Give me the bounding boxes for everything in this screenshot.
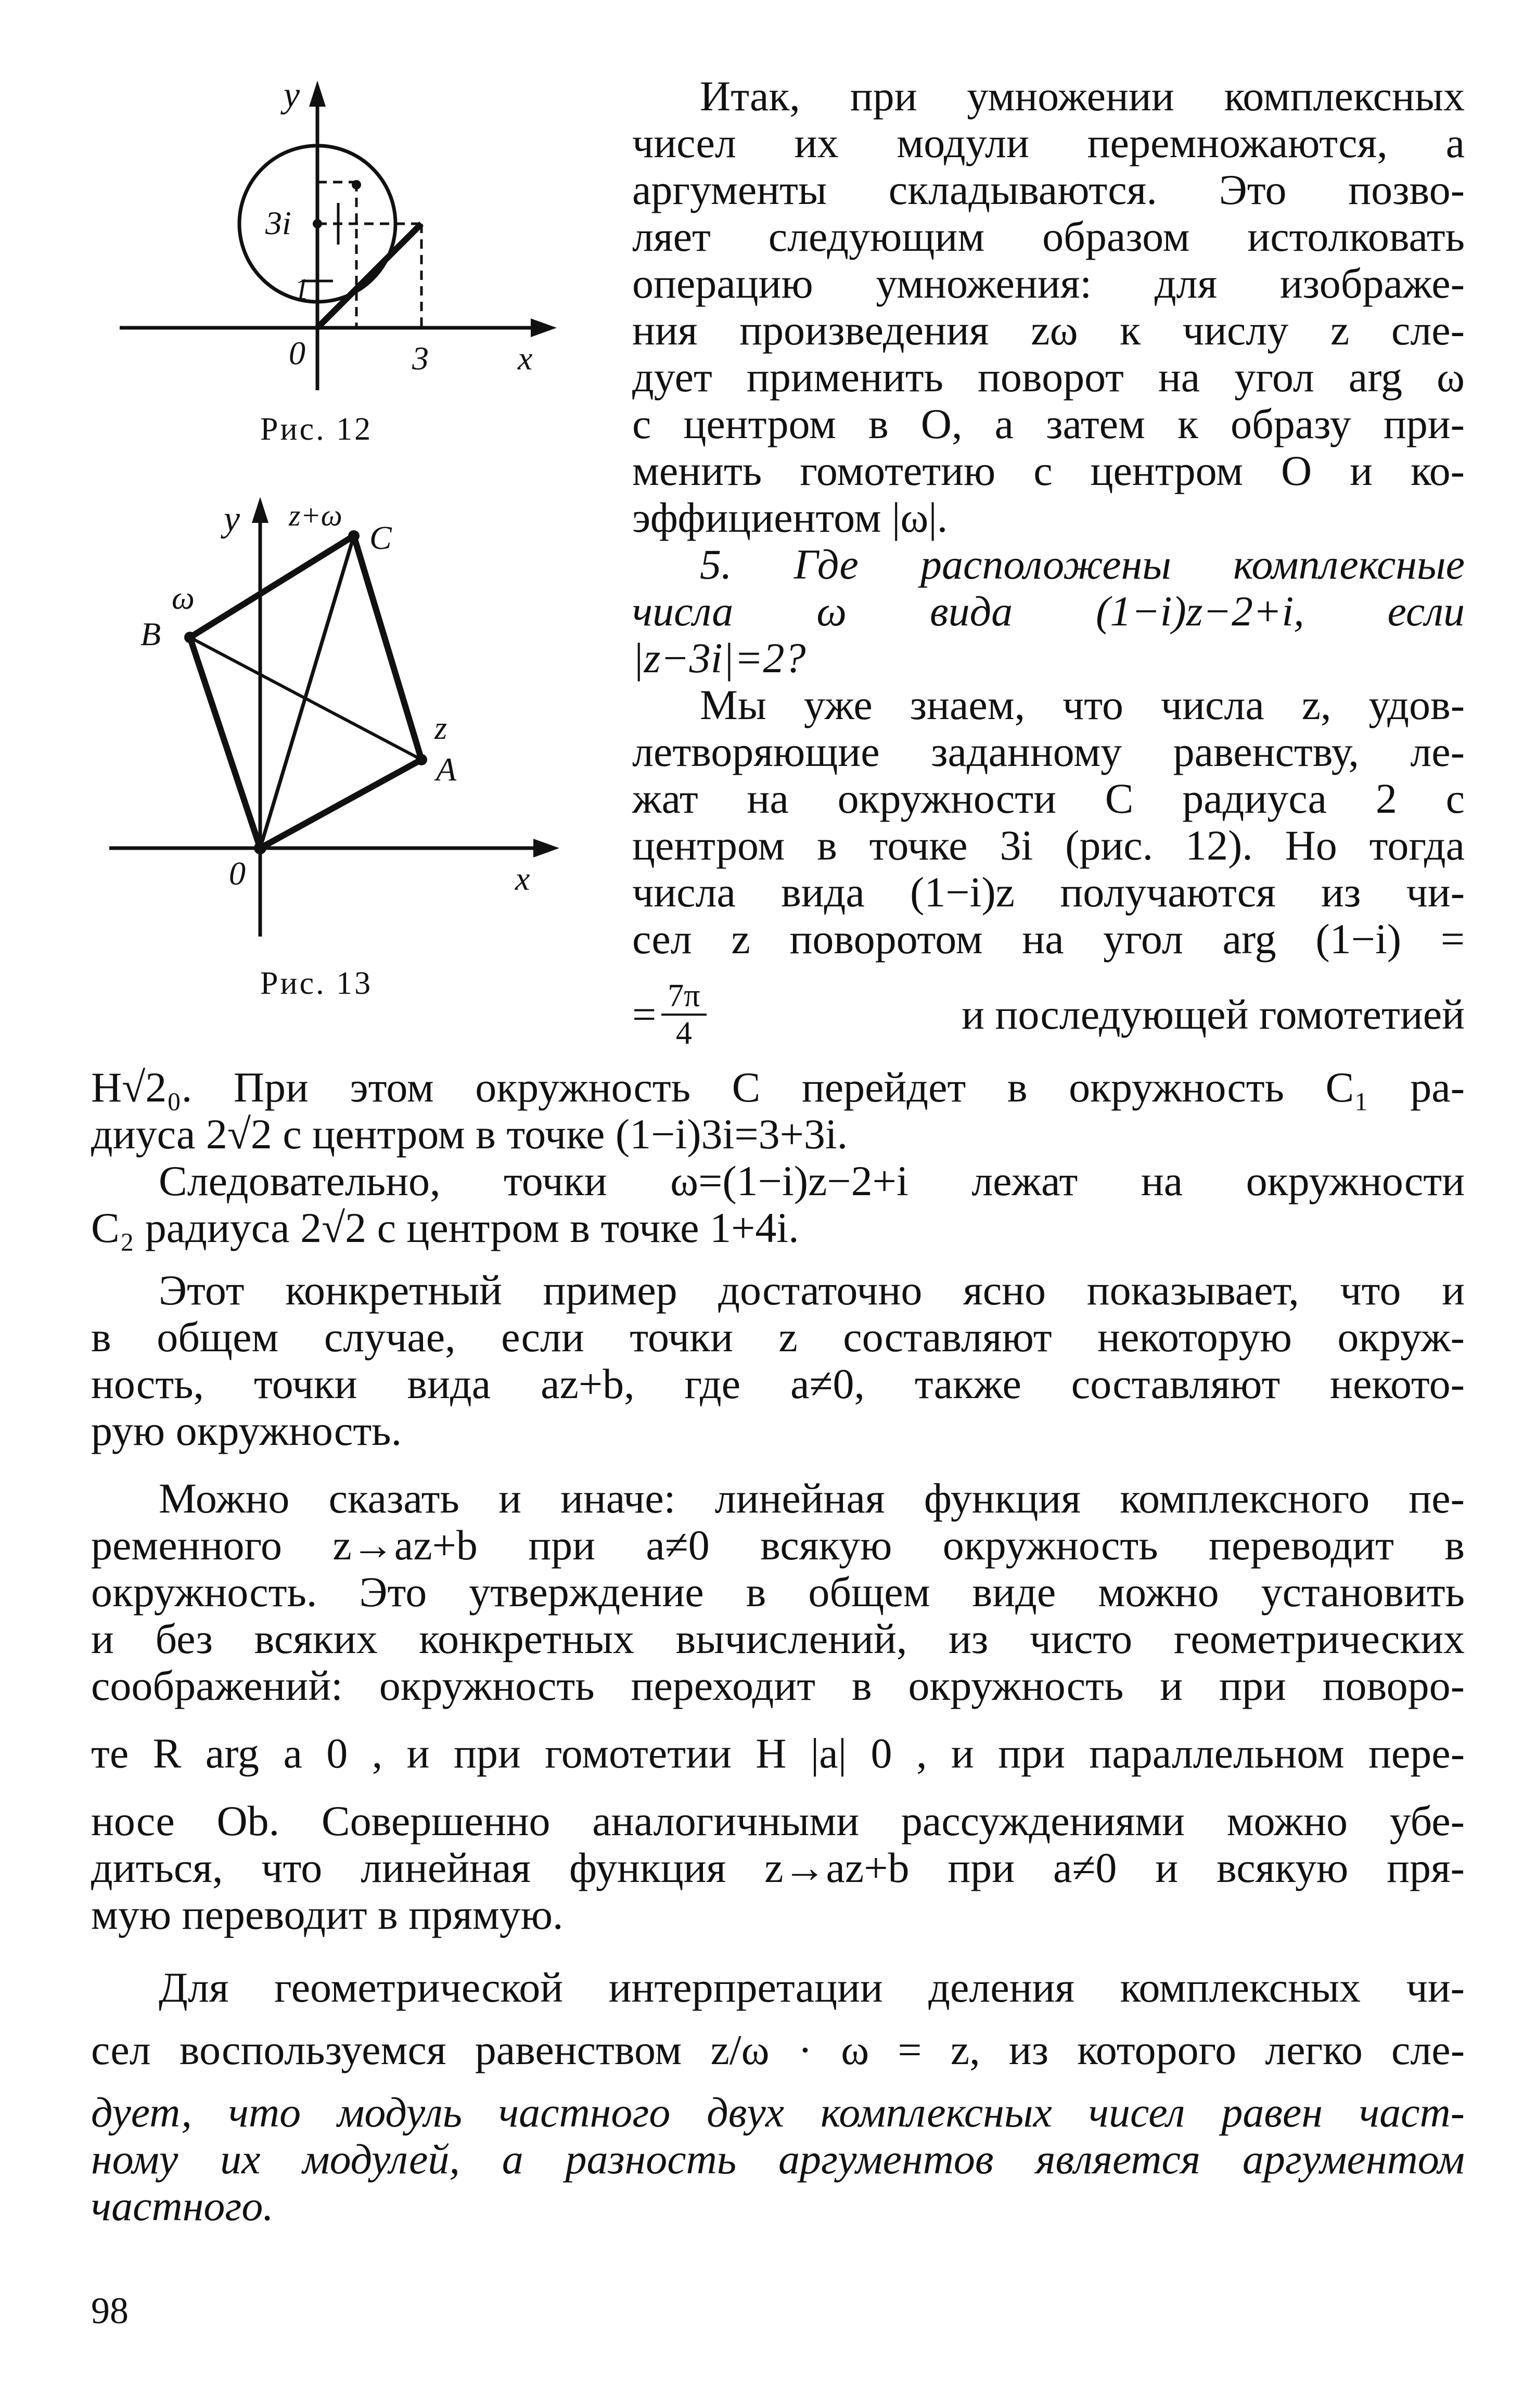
y-label: y: [284, 75, 300, 115]
x-label: x: [518, 340, 533, 377]
text-line: Этот конкретный пример достаточно ясно показывает, что и: [159, 1266, 1465, 1314]
text-line: эффициентом |ω|.: [632, 494, 948, 541]
figure-12-graphic: [88, 73, 567, 406]
text-line: ременного z→az+b при a≠0 всякую окружность переводит в: [91, 1521, 1465, 1569]
one-label: 1: [294, 272, 309, 306]
text-line: носе Ob. Совершенно аналогичными рассуждениями можно убе-: [91, 1797, 1465, 1845]
problem-line: |z−3i|=2?: [632, 634, 806, 682]
text-line: менить гомотетию с центром O и ко-: [632, 447, 1465, 494]
origin-label: 0: [229, 855, 246, 892]
text-line: центром в точке 3i (рис. 12). Но тогда: [632, 822, 1465, 869]
a-label: A: [436, 751, 457, 788]
center-point: [313, 219, 322, 228]
text-line: соображений: окружность переходит в окружность и при поворо-: [91, 1662, 1465, 1709]
text-line: Итак, при умножении комплексных: [700, 72, 1465, 120]
equals-sign: =: [632, 991, 657, 1038]
text-line: Для геометрической интерпретации деления комплексных чи-: [159, 1964, 1465, 2011]
text-line: дует применить поворот на угол arg ω: [632, 353, 1465, 401]
x-label: x: [515, 860, 530, 897]
text-line: ния произведения zω к числу z сле-: [632, 306, 1465, 354]
text-line: чисел их модули перемножаются, а: [632, 119, 1465, 166]
right-column-text: [632, 73, 1465, 1051]
fraction-line: [632, 978, 1465, 1051]
c-label: C: [369, 519, 392, 556]
text-line: диуса 2√2 с центром в точке (1−i)3i=3+3i.: [91, 1110, 848, 1158]
text-line: C₂ радиуса 2√2 с центром в точке 1+4i.: [91, 1204, 799, 1251]
text-line: жат на окружности C радиуса 2 с: [632, 775, 1465, 822]
text-line: ляет следующим образом истолковать: [632, 213, 1465, 260]
x-axis-arrow: [531, 318, 557, 337]
fraction-numerator: 7π: [661, 978, 706, 1016]
text-line: Мы уже знаем, что числа z, удов-: [700, 681, 1465, 728]
text-line: окружность. Это утверждение в общем виде можно установить: [91, 1568, 1465, 1616]
text-line: частного.: [91, 2182, 274, 2230]
zw-label: z+ω: [289, 498, 342, 532]
z-label: z: [434, 711, 447, 746]
point: [352, 180, 361, 189]
w-label: ω: [172, 581, 195, 616]
text-line: с центром в O, а затем к образу при-: [632, 400, 1465, 447]
y-axis-arrow: [309, 81, 326, 107]
text-line: летворяющие заданному равенству, ле-: [632, 728, 1465, 775]
text-line: операцию умножения: для изображе-: [632, 260, 1465, 307]
page-number: 98: [91, 2290, 129, 2332]
text-line: Можно сказать и иначе: линейная функция комплексного пе-: [159, 1475, 1465, 1522]
text-line: сел воспользуемся равенством z/ω · ω = z, из которого легко сле-: [91, 2026, 1465, 2073]
text-line: ному их модулей, а разность аргументов является аргументом: [91, 2135, 1465, 2183]
problem-line: числа ω вида (1−i)z−2+i, если: [632, 587, 1465, 635]
text-line: мую переводит в прямую.: [91, 1891, 564, 1938]
x-axis-arrow: [533, 839, 559, 857]
text-line: Следовательно, точки ω=(1−i)z−2+i лежат на окружности: [159, 1157, 1465, 1205]
text-line: диться, что линейная функция z→az+b при a≠0 и всякую пря-: [91, 1844, 1465, 1891]
text-line: в общем случае, если точки z составляют некоторую окруж-: [91, 1313, 1465, 1361]
text-line: рую окружность.: [91, 1407, 402, 1454]
three-i-label: 3i: [265, 204, 291, 241]
figure-12: [88, 73, 567, 406]
text-line: числа вида (1−i)z получаются из чи-: [632, 868, 1465, 916]
full-width-text: [91, 1064, 1465, 2230]
text-line: те R arg a 0 , и при гомотетии H |a| 0 , и при параллельном пере-: [91, 1730, 1465, 1777]
y-axis-arrow: [252, 497, 268, 523]
b-label: B: [140, 616, 161, 652]
y-label: y: [224, 499, 240, 539]
three-label: 3: [412, 340, 429, 377]
figure-12-caption: Рис. 12: [260, 412, 373, 447]
text-line: дует, что модуль частного двух комплексных чисел равен част-: [91, 2089, 1465, 2136]
fraction: [661, 978, 706, 1051]
figure-13: [88, 489, 567, 947]
vector: [317, 224, 421, 328]
fraction-denominator: 4: [675, 1016, 692, 1051]
figure-13-caption: Рис. 13: [260, 966, 373, 1001]
text-line: и без всяких конкретных вычислений, из чисто геометрических: [91, 1615, 1465, 1662]
origin-label: 0: [289, 335, 305, 372]
text-line: аргументы складываются. Это позво-: [632, 166, 1465, 213]
figure-13-graphic: [88, 489, 567, 947]
text-line: ность, точки вида az+b, где a≠0, также составляют некото-: [91, 1360, 1465, 1407]
fraction-rest: и последующей гомотетией: [962, 991, 1465, 1038]
text-line: сел z поворотом на угол arg (1−i) =: [632, 915, 1465, 963]
problem-line: 5. Где расположены комплексные: [700, 541, 1465, 588]
text-line: H√2₀. При этом окружность C перейдет в окружность C₁ ра-: [91, 1064, 1465, 1111]
